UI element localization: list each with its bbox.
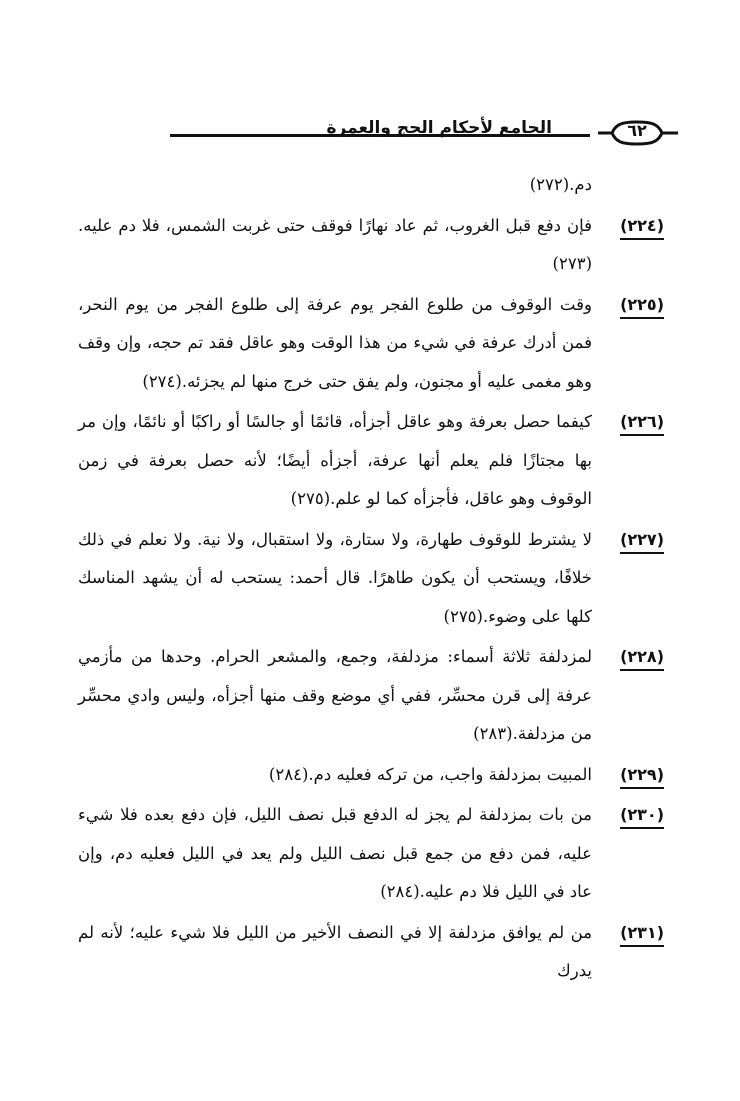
entry-number: (٢٢٨): [620, 647, 664, 671]
page-number: ٦٢: [627, 121, 647, 140]
entry-227: [78, 521, 664, 637]
entry-text: وقت الوقوف من طلوع الفجر يوم عرفة إلى طلوع الفجر من يوم النحر، فمن أدرك عرفة في شيء من هذا الوقت وهو عاقل فقد تم حجه، وإن وقف وهو مغمى عليه أو مجنون، ولم يفق حتى خرج منها لم يجزئه.(٢٧٤): [78, 294, 592, 391]
entry-226: [78, 403, 664, 519]
entry-text: لمزدلفة ثلاثة أسماء: مزدلفة، وجمع، والمشعر الحرام. وحدها من مأزمي عرفة إلى قرن محسِّر، ففي أي موضع وقف منها أجزأه، وليس وادي محسِّر من مزدلفة.(٢٨٣): [78, 647, 592, 743]
entry-number: (٢٢٩): [620, 765, 664, 789]
entry-text: كيفما حصل بعرفة وهو عاقل أجزأه، قائمًا أو جالسًا أو راكبًا أو نائمًا، وإن مر بها مجتازًا فلم يعلم أنها عرفة، أجزأه أيضًا؛ لأنه حصل بعرفة في زمن الوقوف وهو عاقل، فأجزأه كما لو علم.(٢٧٥): [78, 412, 592, 508]
entry-number: (٢٢٦): [620, 412, 664, 436]
running-header: [60, 116, 680, 150]
header-rule: [170, 134, 590, 137]
entry-number: (٢٢٤): [620, 216, 664, 240]
entry-231: [78, 914, 664, 991]
entry-text: فإن دفع قبل الغروب، ثم عاد نهارًا فوقف حتى غربت الشمس، فلا دم عليه.(٢٧٣): [78, 215, 592, 273]
entry-text: من لم يوافق مزدلفة إلا في النصف الأخير من الليل فلا شيء عليه؛ لأنه لم يدرك: [78, 922, 592, 980]
entry-228: [78, 638, 664, 754]
entry-225: [78, 286, 664, 402]
continuation-line: دم.(٢٧٢): [529, 175, 592, 194]
entry-text: لا يشترط للوقوف طهارة، ولا ستارة، ولا استقبال، ولا نية. ولا نعلم في ذلك خلافًا، ويستحب أن يكون طاهرًا. قال أحمد: يستحب له أن يشهد المناسك كلها على وضوء.(٢٧٥): [78, 529, 592, 626]
entry-number: (٢٣١): [620, 923, 664, 947]
entry-224: [78, 207, 664, 284]
entry-number: (٢٢٧): [620, 530, 664, 554]
entry-text: من بات بمزدلفة لم يجز له الدفع قبل نصف الليل، فإن دفع بعده فلا شيء عليه، فمن دفع من جمع قبل نصف الليل ولم يعد في الليل فعليه دم، وإن عاد في الليل فلا دم عليه.(٢٨٤): [78, 805, 592, 901]
entry-number: (٢٣٠): [620, 805, 664, 829]
entry-230: [78, 796, 664, 912]
book-title: الجامع لأحكام الحج والعمرة: [326, 118, 552, 138]
page-body: [78, 166, 664, 991]
entry-229: [78, 756, 664, 795]
entry-text: المبيت بمزدلفة واجب، من تركه فعليه دم.(٢٨٤): [268, 764, 592, 784]
entry-number: (٢٢٥): [620, 295, 664, 319]
page-number-ornament: [594, 118, 680, 148]
